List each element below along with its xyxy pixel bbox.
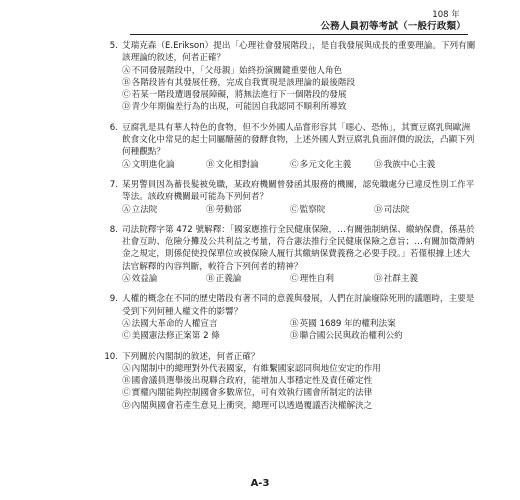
answer-option[interactable]	[290, 273, 374, 285]
answer-option[interactable]	[122, 375, 476, 387]
question-item	[96, 122, 476, 171]
question-list	[96, 40, 476, 420]
answer-option[interactable]	[290, 318, 396, 330]
question-item	[96, 40, 476, 114]
option-text: 司法院	[383, 204, 410, 215]
answer-option[interactable]	[122, 101, 476, 113]
exam-title: 公務人員初等考試（一般行政類）	[320, 21, 466, 32]
answer-option[interactable]	[206, 204, 290, 216]
question-stem: 艾瑞克森（E.Erikson）提出「心理社會發展階段」，是自我發展與成長的重要理論。下列有關該理論的敘述，何者正確？	[122, 41, 476, 64]
option-row	[122, 318, 476, 330]
option-letter: Ⓒ	[290, 159, 299, 170]
option-text: 立法院	[131, 204, 158, 215]
option-text: 英國 1689 年的權利法案	[299, 318, 396, 329]
option-text: 文化相對論	[215, 159, 259, 170]
answer-option[interactable]	[122, 330, 290, 342]
answer-option[interactable]	[122, 204, 206, 216]
option-text: 不同發展階段中，「父母親」始終扮演關鍵重要他人角色	[131, 65, 343, 76]
option-letter: Ⓒ	[122, 90, 131, 101]
page-number: A-3	[250, 478, 270, 489]
header-divider	[130, 34, 468, 35]
option-letter: Ⓐ	[122, 65, 131, 76]
question-number: 7.	[109, 179, 118, 190]
question-item	[96, 351, 476, 412]
answer-option[interactable]	[290, 159, 374, 171]
option-letter: Ⓓ	[122, 102, 131, 113]
option-letter: Ⓐ	[122, 318, 131, 329]
question-number: 5.	[109, 41, 118, 51]
question-stem: 某男警員因為蓄長髮被免職，某政府機關曾發函其服務的機關，認免職處分已違反性別工作平等法。該政府機關最可能為下列何者？	[122, 179, 475, 203]
option-text: 各階段皆有其發展任務，完成自我實現是該理論的最後階段	[131, 77, 356, 88]
question-stem: 司法院釋字第 472 號解釋：「國家應推行全民健康保險，…有關強制納保、繳納保費，係基於社會互助、危險分攤及公共利益之考量，符合憲法推行全民健康保險之意旨；…有關加徵滯納金之規定，則係促使投保單位或被保險人履行其繳納保費義務之必要手段。」若僅根據上述大法官解釋的內容判斷，較符合下列何者的精神？	[122, 224, 475, 272]
option-letter: Ⓓ	[374, 274, 383, 285]
option-letter: Ⓑ	[206, 159, 215, 170]
option-letter: Ⓑ	[122, 376, 131, 387]
option-letter: Ⓐ	[122, 159, 131, 170]
option-letter: Ⓒ	[290, 274, 299, 285]
answer-option[interactable]	[122, 65, 476, 77]
option-text: 青少年期偏差行為的出現，可能因自我認同不順利所導致	[131, 102, 347, 113]
question-number: 10.	[104, 351, 118, 362]
option-letter: Ⓒ	[122, 388, 131, 399]
answer-option[interactable]	[206, 159, 290, 171]
option-text: 勞動部	[215, 204, 242, 215]
option-letter: Ⓐ	[122, 204, 131, 215]
question-number: 9.	[109, 294, 118, 305]
option-text: 我族中心主義	[383, 159, 436, 170]
option-text: 效益論	[131, 274, 158, 285]
option-row	[122, 273, 476, 285]
question-number: 6.	[109, 122, 118, 133]
option-letter: Ⓐ	[122, 363, 131, 374]
option-text: 監察院	[299, 204, 326, 215]
question-stem: 下列關於內閣制的敘述，何者正確？	[122, 351, 260, 362]
answer-option[interactable]	[122, 273, 206, 285]
option-letter: Ⓐ	[122, 274, 131, 285]
answer-option[interactable]	[374, 159, 435, 171]
question-stem: 豆腐乳是具有華人特色的食物，但不少外國人品嘗形容其「噁心、恐怖」，其實豆腐乳與歐洲飲食文化中常見的起士同屬醣菌的發酵食物，上述外國人對豆腐乳負面評價的說法，凸顯下列何種觀點？	[122, 122, 475, 158]
option-letter: Ⓓ	[374, 204, 383, 215]
option-row	[122, 330, 476, 342]
answer-option[interactable]	[290, 204, 374, 216]
option-letter: Ⓓ	[290, 331, 299, 342]
option-text: 內閣制中的總理對外代表國家，有維繫國家認同與地位安定的作用	[131, 363, 381, 374]
answer-option[interactable]	[122, 400, 476, 412]
question-number: 8.	[109, 224, 118, 235]
option-text: 實權內閣能夠控制國會多數席位，可有效執行國會所制定的法律	[131, 388, 373, 399]
answer-option[interactable]	[122, 318, 290, 330]
option-letter: Ⓒ	[290, 204, 299, 215]
answer-option[interactable]	[122, 89, 476, 101]
option-text: 若某一階段遭遇發展障礙，將無法進行下一個階段的發展	[131, 90, 347, 101]
answer-option[interactable]	[206, 273, 290, 285]
question-item	[96, 293, 476, 342]
answer-option[interactable]	[122, 77, 476, 89]
option-text: 國會議員選舉後出現聯合政府，能增加人事穩定性及責任確定性	[131, 376, 373, 387]
exam-year: 108 年	[432, 10, 460, 20]
answer-option[interactable]	[374, 273, 418, 285]
answer-option[interactable]	[290, 330, 403, 342]
option-text: 正義論	[215, 274, 242, 285]
option-letter: Ⓑ	[206, 204, 215, 215]
option-text: 多元文化主義	[299, 159, 352, 170]
option-letter: Ⓓ	[122, 400, 131, 411]
answer-option[interactable]	[122, 159, 206, 171]
option-text: 社群主義	[383, 274, 418, 285]
option-letter: Ⓓ	[374, 159, 383, 170]
question-item	[96, 179, 476, 216]
option-letter: Ⓑ	[290, 318, 299, 329]
option-text: 法國大革命的人權宣言	[131, 318, 218, 329]
question-stem: 人權的概念在不同的歷史階段有著不同的意義與發展，人們在討論廢除死刑的議題時，主要是受到下列何種人權文件的影響？	[122, 294, 475, 317]
option-row	[122, 159, 476, 171]
answer-option[interactable]	[122, 363, 476, 375]
question-item	[96, 224, 476, 285]
option-letter: Ⓒ	[122, 331, 131, 342]
option-text: 文明進化論	[131, 159, 175, 170]
answer-option[interactable]	[374, 204, 409, 216]
option-text: 聯合國公民與政治權利公約	[299, 331, 403, 342]
option-letter: Ⓑ	[206, 274, 215, 285]
option-row	[122, 204, 476, 216]
option-letter: Ⓑ	[122, 77, 131, 88]
option-text: 理性自利	[299, 274, 334, 285]
option-text: 美國憲法修正案第 2 條	[131, 331, 220, 342]
answer-option[interactable]	[122, 387, 476, 399]
option-text: 內閣與國會若產生意見上衝突，總理可以透過覆議否決權解決之	[131, 400, 373, 411]
